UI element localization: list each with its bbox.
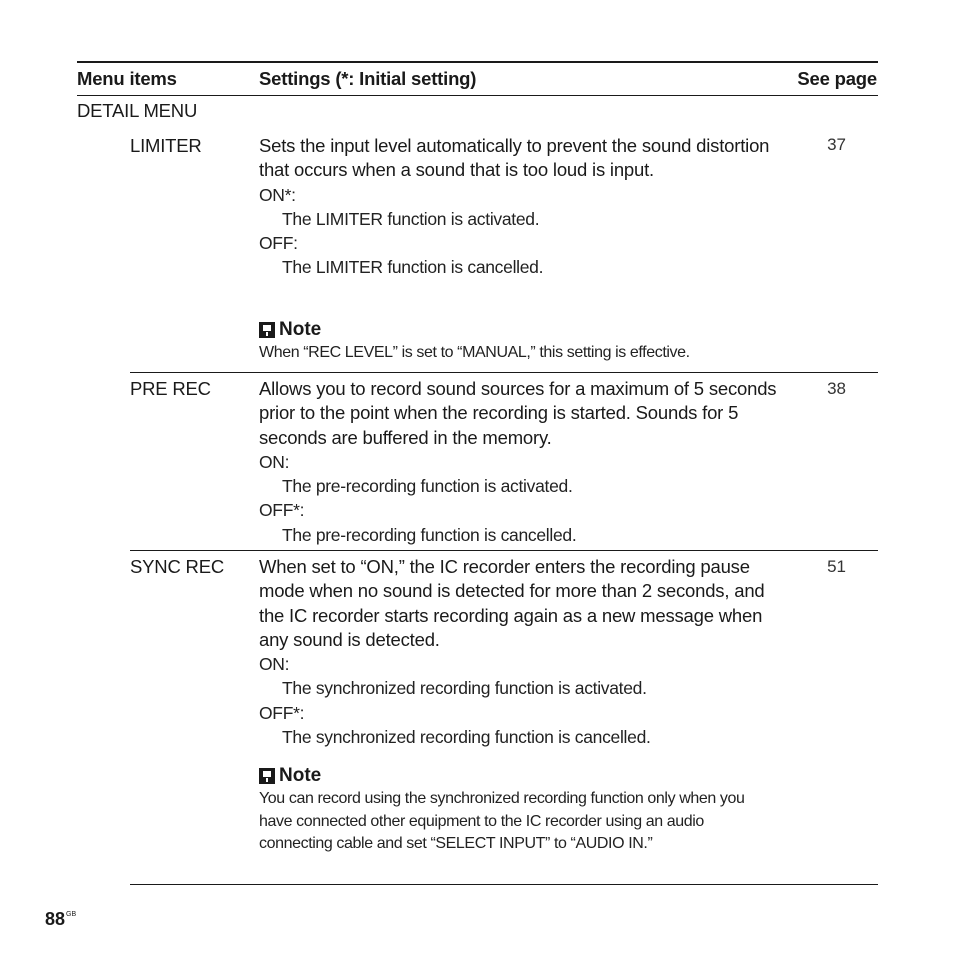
- pre-rec-option-off-label: OFF*:: [259, 500, 305, 521]
- limiter-settings: [259, 134, 779, 280]
- sync-rec-description: When set to “ON,” the IC recorder enters the recording pause mode when no sound is detected for more than 2 seconds, and the IC recorder starts recording again as a new message when any sound is detected.: [259, 556, 765, 650]
- header-menu-items: Menu items: [77, 68, 177, 89]
- table-bottom-rule: [130, 884, 878, 885]
- sync-rec-note-heading: Note: [279, 765, 322, 786]
- page-ref-limiter: 37: [827, 135, 846, 154]
- header-rule: [77, 95, 878, 96]
- sync-rec-option-on-text: The synchronized recording function is activated.: [282, 678, 647, 699]
- limiter-description: Sets the input level automatically to prevent the sound distortion that occurs when a sound that is too loud is input.: [259, 135, 770, 181]
- table-top-rule: [77, 61, 878, 63]
- page-number-suffix: GB: [66, 911, 77, 918]
- limiter-note-heading: Note: [279, 319, 322, 340]
- note-icon: [259, 768, 275, 784]
- row-rule-pre-rec: [130, 550, 878, 551]
- page-ref-pre-rec: 38: [827, 379, 846, 398]
- sync-rec-option-on-label: ON:: [259, 654, 290, 675]
- section-title: DETAIL MENU: [77, 100, 198, 121]
- pre-rec-description: Allows you to record sound sources for a maximum of 5 seconds prior to the point when the recording is started. Sounds for 5 seconds are buffered in the memory.: [259, 378, 777, 448]
- pre-rec-option-on-label: ON:: [259, 451, 290, 472]
- sync-rec-note-text: You can record using the synchronized recording function only when you have connected other equipment to the IC recorder using an audio connecting cable and set “SELECT INPUT” to “AUDIO IN.”: [259, 790, 745, 852]
- pre-rec-option-off-text: The pre-recording function is cancelled.: [282, 524, 577, 545]
- limiter-note-text: When “REC LEVEL” is set to “MANUAL,” this setting is effective.: [259, 344, 690, 361]
- menu-item-sync-rec: SYNC REC: [130, 556, 224, 577]
- sync-rec-note: [259, 765, 774, 856]
- limiter-option-off-text: The LIMITER function is cancelled.: [282, 257, 544, 278]
- limiter-note-title: [259, 319, 779, 341]
- sync-rec-settings: [259, 555, 779, 749]
- header-settings: Settings (*: Initial setting): [259, 68, 477, 89]
- limiter-option-on-label: ON*:: [259, 184, 296, 205]
- pre-rec-option-on-text: The pre-recording function is activated.: [282, 476, 573, 497]
- pre-rec-settings: [259, 377, 784, 547]
- limiter-option-on-text: The LIMITER function is activated.: [282, 208, 540, 229]
- page-number-value: 88: [45, 909, 66, 929]
- limiter-option-off-label: OFF:: [259, 233, 298, 254]
- limiter-note: [259, 319, 779, 365]
- menu-item-limiter: LIMITER: [130, 135, 202, 156]
- header-see-page: See page: [797, 68, 877, 89]
- page-ref-sync-rec: 51: [827, 557, 846, 576]
- sync-rec-option-off-text: The synchronized recording function is cancelled.: [282, 727, 651, 748]
- menu-item-pre-rec: PRE REC: [130, 378, 211, 399]
- page-number: [45, 909, 76, 930]
- sync-rec-option-off-label: OFF*:: [259, 702, 305, 723]
- sync-rec-note-title: [259, 765, 774, 787]
- note-icon: [259, 322, 275, 338]
- row-rule-limiter: [130, 372, 878, 373]
